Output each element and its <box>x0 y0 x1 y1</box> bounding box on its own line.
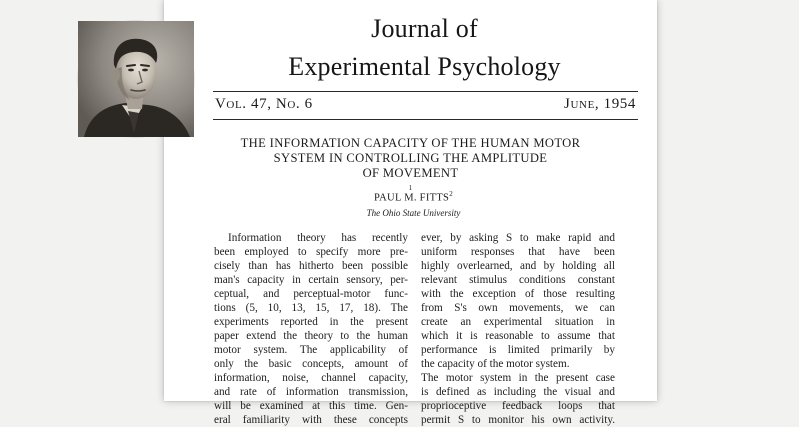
text-line: tions (5, 10, 13, 15, 17, 18). The <box>214 302 408 314</box>
text-line: man's capacity in certain sensory, per- <box>214 274 408 286</box>
text-line: create an experimental situation in <box>421 316 615 328</box>
text-line: Information theory has recently <box>228 232 408 244</box>
text-line: uniform responses that have been <box>421 246 615 258</box>
text-line: and rate of information transmission, <box>214 386 408 398</box>
title-footnote-marker: 1 <box>408 184 413 192</box>
journal-title-line1: Journal of <box>371 14 478 43</box>
text-line: cisely than has hitherto been possible <box>214 260 408 272</box>
text-line: relevant stimulus conditions constant <box>421 274 615 286</box>
text-line: eral familiarity with these concepts <box>214 414 408 426</box>
text-line: proprioceptive feedback loops that <box>421 400 615 412</box>
journal-page <box>164 0 657 426</box>
text-line: permit S to monitor his own activity. <box>421 414 615 426</box>
text-line: with the exception of those resulting <box>421 288 615 300</box>
author-affiliation: The Ohio State University <box>366 208 461 218</box>
text-line: information, noise, channel capacity, <box>214 372 408 384</box>
text-line: ceptual, and perceptual-motor func- <box>214 288 408 300</box>
text-line: experiments reported in the present <box>214 316 408 328</box>
body-column-left <box>214 231 408 427</box>
text-line: will be examined at this time. Gen- <box>214 400 408 412</box>
header-rule-top <box>213 91 638 92</box>
text-line: the capacity of the motor system. <box>421 358 570 370</box>
text-line: from S's own movements, we can <box>421 302 615 314</box>
journal-title-line2: Experimental Psychology <box>288 52 561 81</box>
article-title-line: THE INFORMATION CAPACITY OF THE HUMAN MOTOR <box>240 136 581 150</box>
text-line: been employed to specify more pre- <box>214 246 408 258</box>
article-title-line: SYSTEM IN CONTROLLING THE AMPLITUDE <box>273 151 548 165</box>
text-line: ever, by asking S to make rapid and <box>421 232 615 244</box>
text-line: which it is reasonable to assume that <box>421 330 615 342</box>
author-portrait <box>78 21 194 137</box>
text-line: performance is limited primarily by <box>421 344 615 356</box>
text-line: paper extend the theory to the human <box>214 330 408 342</box>
text-line: motor system. The applicability of <box>214 344 408 356</box>
body-column-right <box>421 231 615 427</box>
text-line: only the basic concepts, amount of <box>214 358 408 370</box>
author-name: PAUL M. FITTS$^2$ <box>374 190 453 204</box>
header-rule-bottom <box>213 119 638 120</box>
text-line: The motor system in the present case <box>421 372 615 384</box>
author-footnote-marker: 2 <box>449 190 453 198</box>
issue-date: June, 1954 <box>564 96 636 112</box>
text-line: highly overlearned, and by holding all <box>421 260 615 272</box>
article-title-line: OF MOVEMENT 1 <box>204 166 617 196</box>
issue-row <box>215 96 636 116</box>
volume-number: Vol. 47, No. 6 <box>215 96 313 112</box>
article-title <box>204 136 617 196</box>
portrait-photo-icon <box>78 21 194 137</box>
text-line: is defined as including the visual and <box>421 386 615 398</box>
